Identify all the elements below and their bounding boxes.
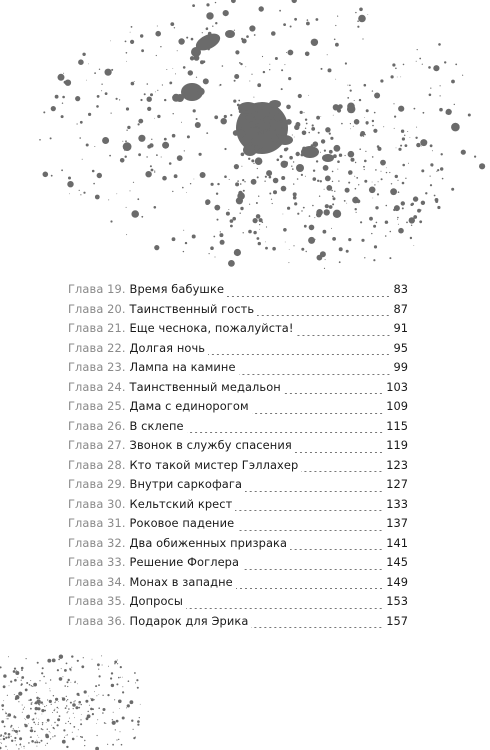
dot-leader — [208, 354, 390, 355]
toc-entry — [68, 458, 408, 478]
toc-entry — [68, 282, 408, 302]
page-number: 123 — [386, 457, 408, 472]
page-number: 119 — [386, 438, 408, 452]
toc-entry — [68, 594, 408, 614]
dot-leader — [187, 432, 384, 433]
toc-entry — [68, 536, 408, 556]
dot-leader — [227, 296, 390, 297]
toc-entry — [68, 302, 408, 322]
page-number: 153 — [386, 594, 408, 608]
chapter-title: Время бабушке — [129, 282, 225, 296]
toc-entry — [68, 575, 408, 595]
dot-leader — [235, 510, 383, 511]
toc-entry — [68, 477, 408, 497]
toc-entry — [68, 321, 408, 341]
page-number: 99 — [393, 360, 408, 374]
toc-entry — [68, 438, 408, 458]
toc-entry — [68, 399, 408, 419]
table-of-contents — [68, 282, 408, 633]
chapter-title: Подарок для Эрика — [129, 613, 249, 628]
toc-entry — [68, 516, 408, 536]
dot-leader — [295, 452, 383, 453]
dot-leader — [239, 374, 391, 375]
chapter-title: Допросы — [129, 594, 184, 608]
chapter-label: Глава 31. — [68, 516, 126, 530]
chapter-title: Внутри саркофага — [129, 477, 243, 491]
page-number: 95 — [393, 340, 408, 355]
page-number: 127 — [386, 477, 408, 491]
dot-leader — [252, 413, 384, 414]
page-number: 137 — [386, 516, 408, 530]
toc-entry — [68, 380, 408, 400]
dot-leader — [290, 549, 383, 550]
chapter-label: Глава 29. — [68, 477, 126, 491]
dot-leader — [251, 627, 383, 628]
chapter-title: Кельтский крест — [129, 496, 233, 511]
chapter-title: Еще чеснока, пожалуйста! — [129, 321, 294, 335]
chapter-title: Роковое падение — [129, 516, 235, 530]
chapter-title: Лампа на камине — [129, 360, 236, 374]
dot-leader — [297, 335, 391, 336]
chapter-label: Глава 23. — [68, 360, 126, 374]
dot-leader — [301, 471, 383, 472]
toc-entry — [68, 419, 408, 439]
page-number: 103 — [386, 379, 408, 394]
toc-entry — [68, 497, 408, 517]
page-number: 83 — [393, 282, 408, 296]
page-number: 145 — [386, 555, 408, 569]
toc-entry — [68, 555, 408, 575]
chapter-title: В склепе — [129, 418, 184, 433]
chapter-label: Глава 35. — [68, 594, 126, 608]
chapter-label: Глава 19. — [68, 282, 126, 296]
toc-entry — [68, 341, 408, 361]
dot-leader — [186, 608, 383, 609]
chapter-title: Кто такой мистер Гэллахер — [129, 457, 299, 472]
toc-entry — [68, 614, 408, 634]
chapter-title: Долгая ночь — [129, 340, 206, 355]
dot-leader — [237, 530, 383, 531]
chapter-label: Глава 27. — [68, 438, 126, 452]
page-number: 115 — [386, 418, 408, 433]
chapter-label: Глава 21. — [68, 321, 126, 335]
chapter-label: Глава 36. — [68, 613, 126, 628]
chapter-label: Глава 33. — [68, 555, 126, 569]
chapter-label: Глава 32. — [68, 535, 126, 550]
dot-leader — [257, 315, 390, 316]
chapter-title: Дама с единорогом — [129, 399, 249, 413]
page-number: 149 — [386, 574, 408, 589]
dot-leader — [284, 393, 383, 394]
chapter-label: Глава 26. — [68, 418, 126, 433]
page-number: 141 — [386, 535, 408, 550]
toc-entry — [68, 360, 408, 380]
chapter-label: Глава 22. — [68, 340, 126, 355]
page-number: 87 — [393, 301, 408, 316]
page-number: 133 — [386, 496, 408, 511]
chapter-label: Глава 25. — [68, 399, 126, 413]
dot-leader — [242, 569, 383, 570]
dot-leader — [245, 491, 383, 492]
chapter-label: Глава 20. — [68, 301, 126, 316]
chapter-title: Таинственный медальон — [129, 379, 281, 394]
page-number: 91 — [393, 321, 408, 335]
page-number: 157 — [386, 613, 408, 628]
chapter-title: Таинственный гость — [129, 301, 255, 316]
chapter-title: Звонок в службу спасения — [129, 438, 292, 452]
page-number: 109 — [386, 399, 408, 413]
chapter-title: Два обиженных призрака — [129, 535, 288, 550]
chapter-title: Решение Фоглера — [129, 555, 240, 569]
chapter-label: Глава 24. — [68, 379, 126, 394]
chapter-title: Монах в западне — [129, 574, 233, 589]
dot-leader — [236, 588, 383, 589]
chapter-label: Глава 28. — [68, 457, 126, 472]
chapter-label: Глава 30. — [68, 496, 126, 511]
chapter-label: Глава 34. — [68, 574, 126, 589]
